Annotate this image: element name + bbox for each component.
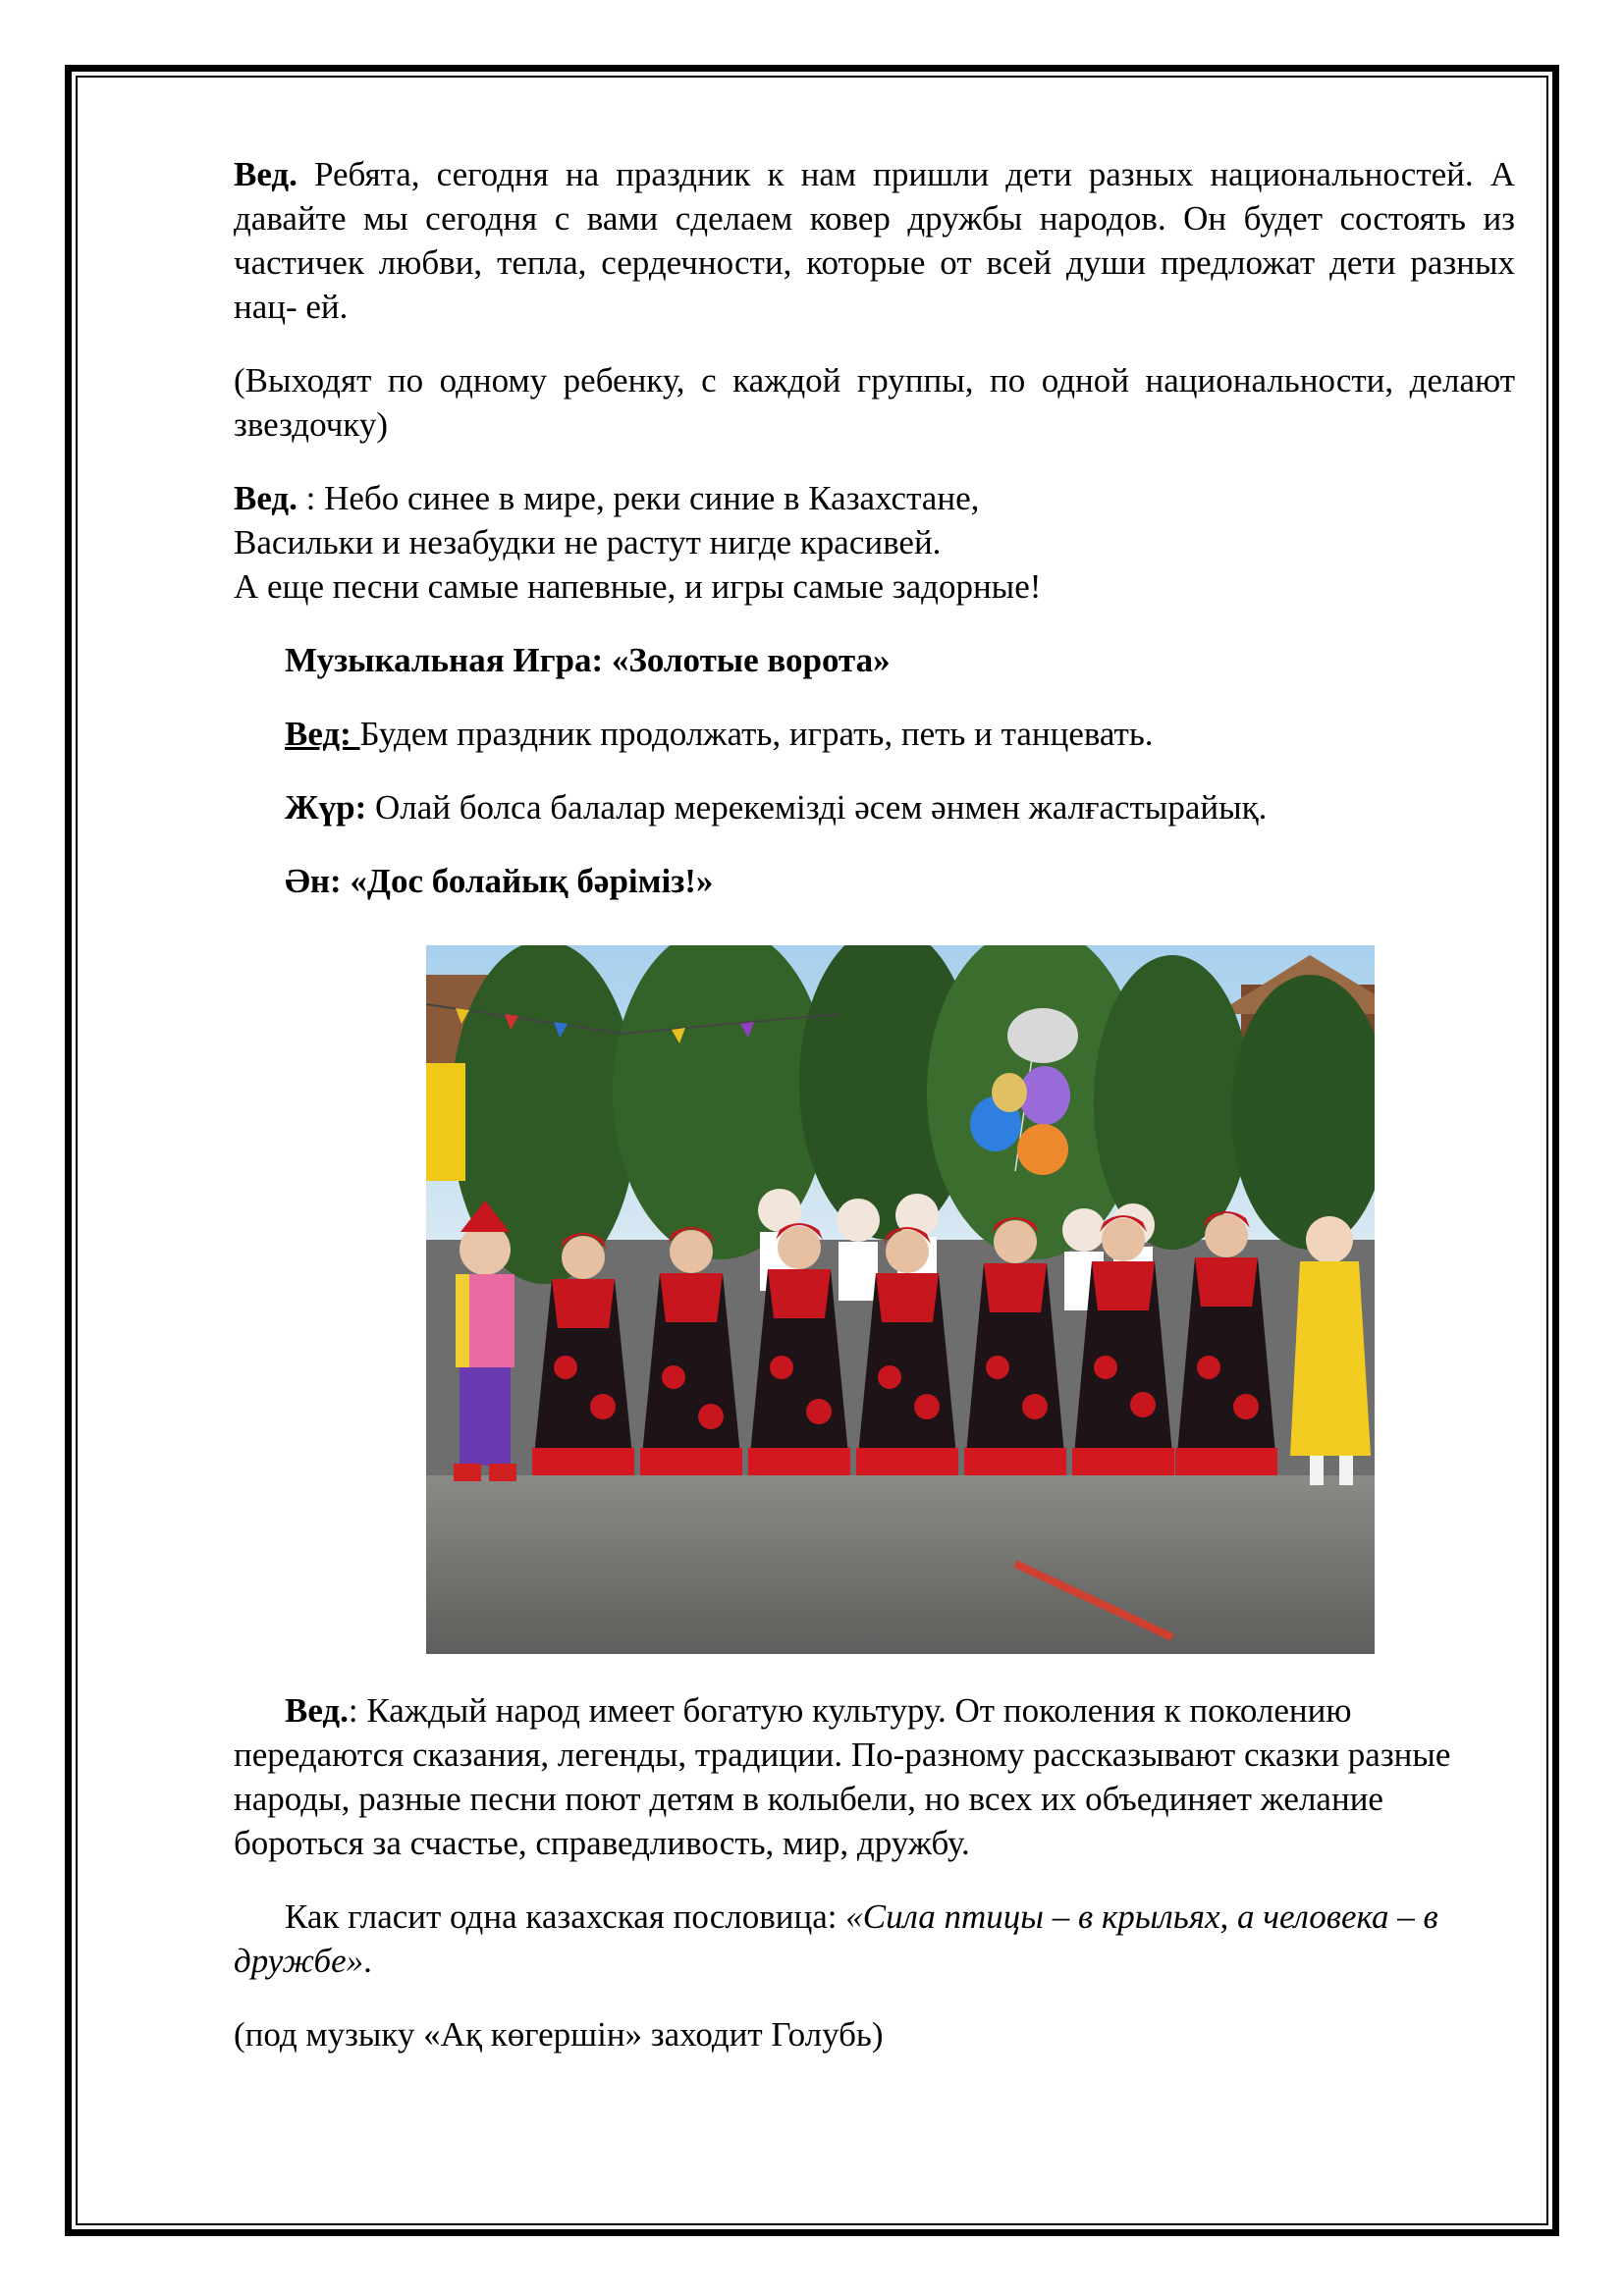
game-title: Музыкальная Игра: «Золотые ворота» [285, 641, 891, 679]
document-body [234, 152, 1515, 903]
proverb-intro: Как гласит одна казахская пословица: [285, 1897, 846, 1936]
poem-line-3: А еще песни самые напевные, и игры самые задорные! [234, 567, 1042, 606]
paragraph-closing [234, 2012, 1515, 2056]
speaker-label: Жүр: [285, 788, 367, 827]
speaker-label: Вед: [285, 715, 360, 753]
paragraph-intro [234, 152, 1515, 329]
poem-block [234, 476, 1515, 609]
speaker-label: Вед. [234, 479, 298, 517]
poem-line-1: : Небо синее в мире, реки синие в Казахстане, [297, 479, 980, 517]
paragraph-culture [234, 1688, 1515, 1865]
ved-line-text: Будем праздник продолжать, играть, петь и танцевать. [359, 715, 1154, 753]
closing-stage-direction: (под музыку «Ақ көгершін» заходит Голубь) [234, 2015, 884, 2054]
paragraph-text: Ребята, сегодня на праздник к нам пришли дети разных национальностей. А давайте мы сегодня с вами сделаем ковер дружбы народов. Он будет состоять из частичек любви, тепла, сердечности, которые от всей души предложат дети разных нац- ей. [234, 155, 1515, 326]
paragraph-stage-direction [234, 358, 1515, 447]
zhur-line-text: Олай болса балалар мерекемізді әсем әнмен жалғастырайық. [366, 788, 1268, 827]
zhur-line [234, 785, 1515, 829]
proverb-end: . [363, 1942, 372, 1980]
speaker-label: Вед. [234, 155, 298, 193]
song-heading [234, 859, 1515, 903]
song-title: Ән: «Дос болайық бәріміз!» [285, 862, 714, 900]
speaker-label: Вед. [285, 1691, 349, 1730]
document-body-continued [234, 1688, 1515, 2056]
paragraph-text: : Каждый народ имеет богатую культуру. От поколения к поколению передаются сказания, легенды, традиции. По-разному рассказывают сказки разные народы, разные песни поют детям в колыбели, но всех их объединяет желание бороться за счастье, справедливость, мир, дружбу. [234, 1691, 1451, 1862]
ved-line [234, 712, 1515, 756]
stage-direction-text: (Выходят по одному ребенку, с каждой группы, по одной национальности, делают звездочку) [234, 361, 1515, 444]
children-photo [426, 945, 1375, 1654]
proverb-quote: «Сила птицы – в крыльях, а человека – в дружбе» [234, 1897, 1438, 1980]
paragraph-proverb [234, 1895, 1515, 1983]
game-heading [234, 638, 1515, 682]
poem-line-2: Васильки и незабудки не растут нигде красивей. [234, 523, 942, 561]
children-photo-illustration [426, 945, 1375, 1654]
